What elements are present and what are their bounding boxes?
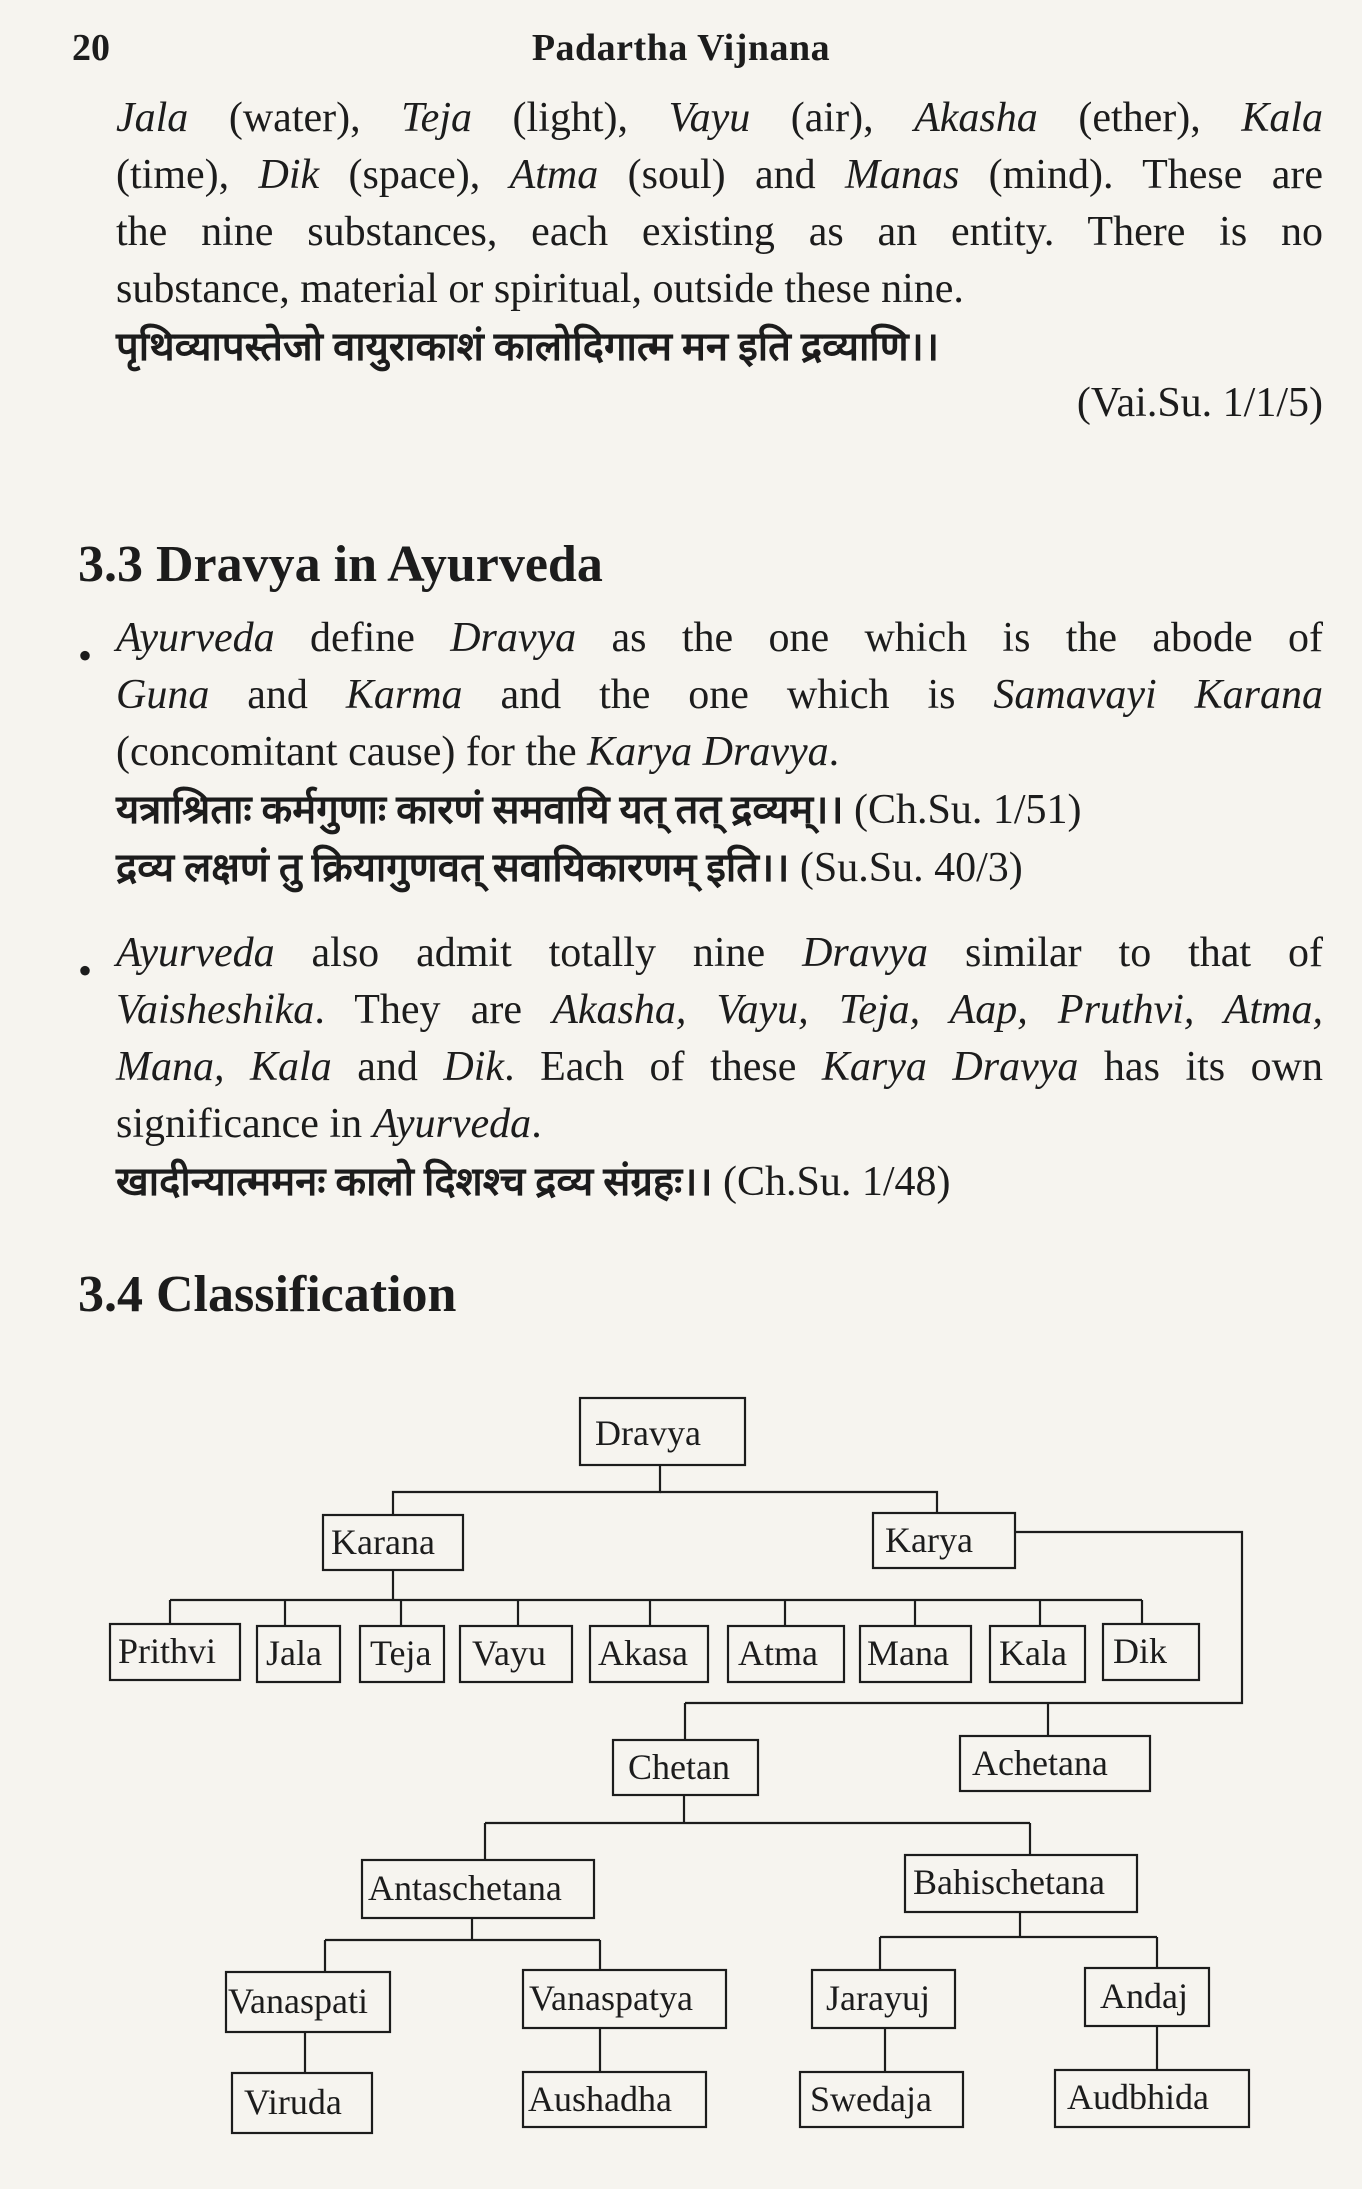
bullet-2-paragraph: Ayurveda also admit totally nine Dravya similar to that of Vaisheshika. They are Akasha, Vayu, Teja, Aap, Pruthvi, Atma, Mana, Kala and Dik. Each of these Karya Dravya has its own significance in Ayurveda. खादीन्यात्ममनः कालो दिशश्च द्रव्य संग्रहः।। (Ch.Su. 1/48) <box>116 925 1323 1211</box>
bullet-icon: • <box>78 948 93 993</box>
node-viruda: Viruda <box>244 2082 342 2122</box>
intro-line-3: the nine substances, each existing as an entity. There is no <box>116 209 1323 255</box>
node-swedaja: Swedaja <box>810 2079 932 2119</box>
node-achetana: Achetana <box>972 1743 1108 1783</box>
node-karya: Karya <box>885 1520 973 1560</box>
reference-2: (Su.Su. 40/3) <box>799 845 1023 891</box>
node-aushadha: Aushadha <box>528 2079 672 2119</box>
bullet-1-paragraph: Ayurveda define Dravya as the one which is the abode of Guna and Karma and the one which is Samavayi Karana (concomitant cause) for the Karya Dravya. यत्राश्रिताः कर्मगुणाः कारणं समवायि यत् तत् द्रव्यम्।। (Ch.Su. 1/51) द्रव्य लक्षणं तु क्रियागुणवत् सवायिकारणम् इति।। (Su.Su. 40/3) <box>116 610 1323 897</box>
sanskrit-verse-2: द्रव्य लक्षणं तु क्रियागुणवत् सवायिकारणम् इति।। (Su.Su. 40/3) <box>116 845 1023 891</box>
sanskrit-verse-3: खादीन्यात्ममनः कालो दिशश्च द्रव्य संग्रहः।। (Ch.Su. 1/48) <box>116 1159 951 1205</box>
running-title: Padartha Vijnana <box>531 27 831 69</box>
bullet-icon: • <box>78 633 93 678</box>
node-jala: Jala <box>266 1633 322 1673</box>
node-andaj: Andaj <box>1100 1976 1188 2016</box>
node-antaschetana: Antaschetana <box>368 1868 562 1908</box>
node-mana: Mana <box>867 1633 949 1673</box>
node-karana: Karana <box>331 1522 435 1562</box>
reference-3: (Ch.Su. 1/48) <box>723 1159 951 1205</box>
section-3-3-heading: 3.3 Dravya in Ayurveda <box>78 536 603 593</box>
node-dravya: Dravya <box>595 1413 701 1453</box>
classification-diagram <box>0 1380 1362 2140</box>
node-vayu: Vayu <box>472 1633 546 1673</box>
reference-1: (Ch.Su. 1/51) <box>854 787 1082 833</box>
intro-reference: (Vai.Su. 1/1/5) <box>1076 380 1323 426</box>
node-jarayuj: Jarayuj <box>826 1978 930 2018</box>
node-chetan: Chetan <box>628 1747 730 1787</box>
node-teja: Teja <box>370 1633 432 1673</box>
intro-paragraph <box>116 90 1323 432</box>
node-prithvi: Prithvi <box>118 1631 217 1671</box>
node-kala: Kala <box>999 1633 1067 1673</box>
page-number: 20 <box>72 27 110 69</box>
diagram-nodes <box>110 1398 1249 2133</box>
node-atma: Atma <box>738 1633 818 1673</box>
node-vanaspatya: Vanaspatya <box>529 1978 693 2018</box>
node-dik: Dik <box>1113 1631 1167 1671</box>
intro-line-2: (time), Dik (space), Atma (soul) and Manas (mind). These are <box>116 152 1323 198</box>
intro-line-1: Jala (water), Teja (light), Vayu (air), Akasha (ether), Kala <box>116 95 1323 141</box>
sanskrit-verse-1: यत्राश्रिताः कर्मगुणाः कारणं समवायि यत् तत् द्रव्यम्।। (Ch.Su. 1/51) <box>116 787 1082 833</box>
node-audbhida: Audbhida <box>1067 2077 1209 2117</box>
node-vanaspati: Vanaspati <box>228 1981 368 2021</box>
intro-sanskrit-verse: पृथिव्यापस्तेजो वायुराकाशं कालोदिगात्म मन इति द्रव्याणि।। <box>116 324 939 369</box>
page-header <box>0 18 1362 78</box>
node-akasa: Akasa <box>598 1633 688 1673</box>
node-bahischetana: Bahischetana <box>913 1862 1105 1902</box>
section-3-4-heading: 3.4 Classification <box>78 1266 457 1323</box>
intro-line-4: substance, material or spiritual, outside these nine. <box>116 266 964 312</box>
